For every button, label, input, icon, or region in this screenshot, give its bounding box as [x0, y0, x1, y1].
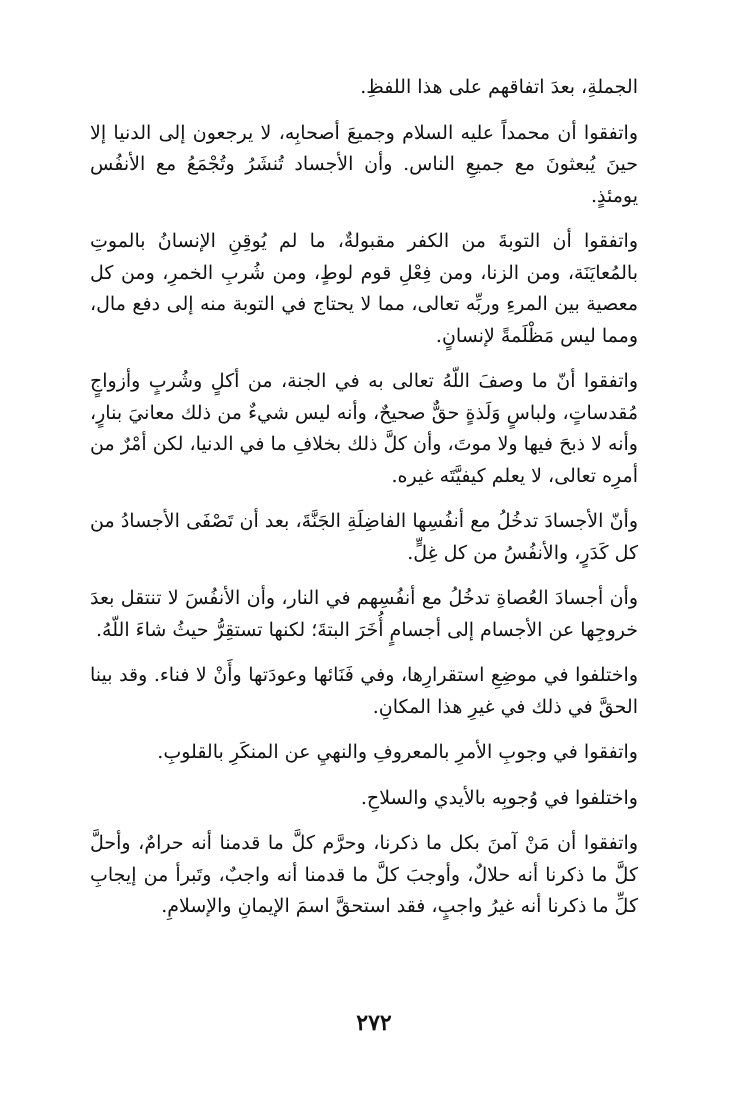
page-body — [90, 72, 638, 937]
paragraph-4: واتفقوا أنّ ما وصفَ اللّهُ تعالى به في الجنة، من أكلٍ وشُربٍ وأزواجٍ مُقدساتٍ، ولباسٍ وَلَذةٍ حقٌّ صحيحٌ، وأنه ليس شيءٌ من ذلك معانيَ بنارٍ، وأنه لا ذبحَ فيها ولا موتَ، وأن كلَّ ذلك بخلافِ ما في الدنيا، لكن أمْرٌ من أمرِه تعالى، لا يعلم كيفيَّتَه غيره. — [90, 370, 638, 487]
paragraph-3: واتفقوا أن التوبةَ من الكفر مقبولةٌ، ما لم يُوقِنِ الإنسانُ بالموتِ بالمُعايَنَة، ومن الزنا، ومن فِعْلِ قوم لوطٍ، ومن شُربِ الخمرِ، ومن كل معصية بين المرءِ وربِّه تعالى، مما لا يحتاج في التوبة منه إلى دفع مال، ومما ليس مَظْلَمةً لإنسانٍ. — [90, 230, 638, 347]
paragraph-9: واختلفوا في وُجوبِه بالأيدي والسلاحِ. — [360, 786, 638, 809]
paragraph-8: واتفقوا في وجوبِ الأمرِ بالمعروفِ والنهيِ عن المنكَرِ بالقلوبِ. — [157, 741, 638, 763]
paragraph-5: وأنّ الأجسادَ تدخُلُ مع أنفُسِها الفاضِلَةِ الجَنَّةَ، بعد أن تَصْفَى الأجسادُ من كل كَدَرٍ، والأنفُسُ من كل غِلٍّ. — [90, 510, 638, 564]
paragraph-6: وأن أجسادَ العُصاةِ تدخُلُ مع أنفُسِهم في النار، وأن الأنفُسَ لا تنتقل بعدَ خروجِها عن الأجسام إلى أجسامٍ أُخَرَ البتةَ؛ لكنها تستقِرُّ حيثُ شاءَ اللّهُ. — [90, 587, 638, 641]
page-number: ٢٧٢ — [356, 1010, 392, 1036]
paragraph-7: واختلفوا في موضِعِ استقرارِها، وفي فَنَائها وعودَتها وأَنْ لا فناء. وقد بينا الحقَّ في ذلك في غيرِ هذا المكانِ. — [90, 664, 638, 718]
paragraph-10: واتفقوا أن مَنْ آمنَ بكل ما ذكرنا، وحرَّم كلَّ ما قدمنا أنه حرامٌ، وأحلَّ كلَّ ما ذكرنا أنه حلالٌ، وأوجبَ كلَّ ما قدمنا أنه واجبٌ، وتَبرأ من إيجابِ كلِّ ما ذكرنا أنه غيرُ واجبٍ، فقد استحقَّ اسمَ الإيمانِ والإسلامِ. — [90, 832, 638, 917]
paragraph-1: الجملةِ، بعدَ اتفاقهم على هذا اللفظِ. — [360, 76, 638, 98]
paragraph-2: واتفقوا أن محمداً عليه السلام وجميعَ أصحابِه، لا يرجعون إلى الدنيا إلا حينَ يُبعثونَ مع جميعِ الناس. وأن الأجساد تُنشَرُ وتُجْمَعُ مع الأنفُس يومئذٍ. — [90, 121, 638, 207]
